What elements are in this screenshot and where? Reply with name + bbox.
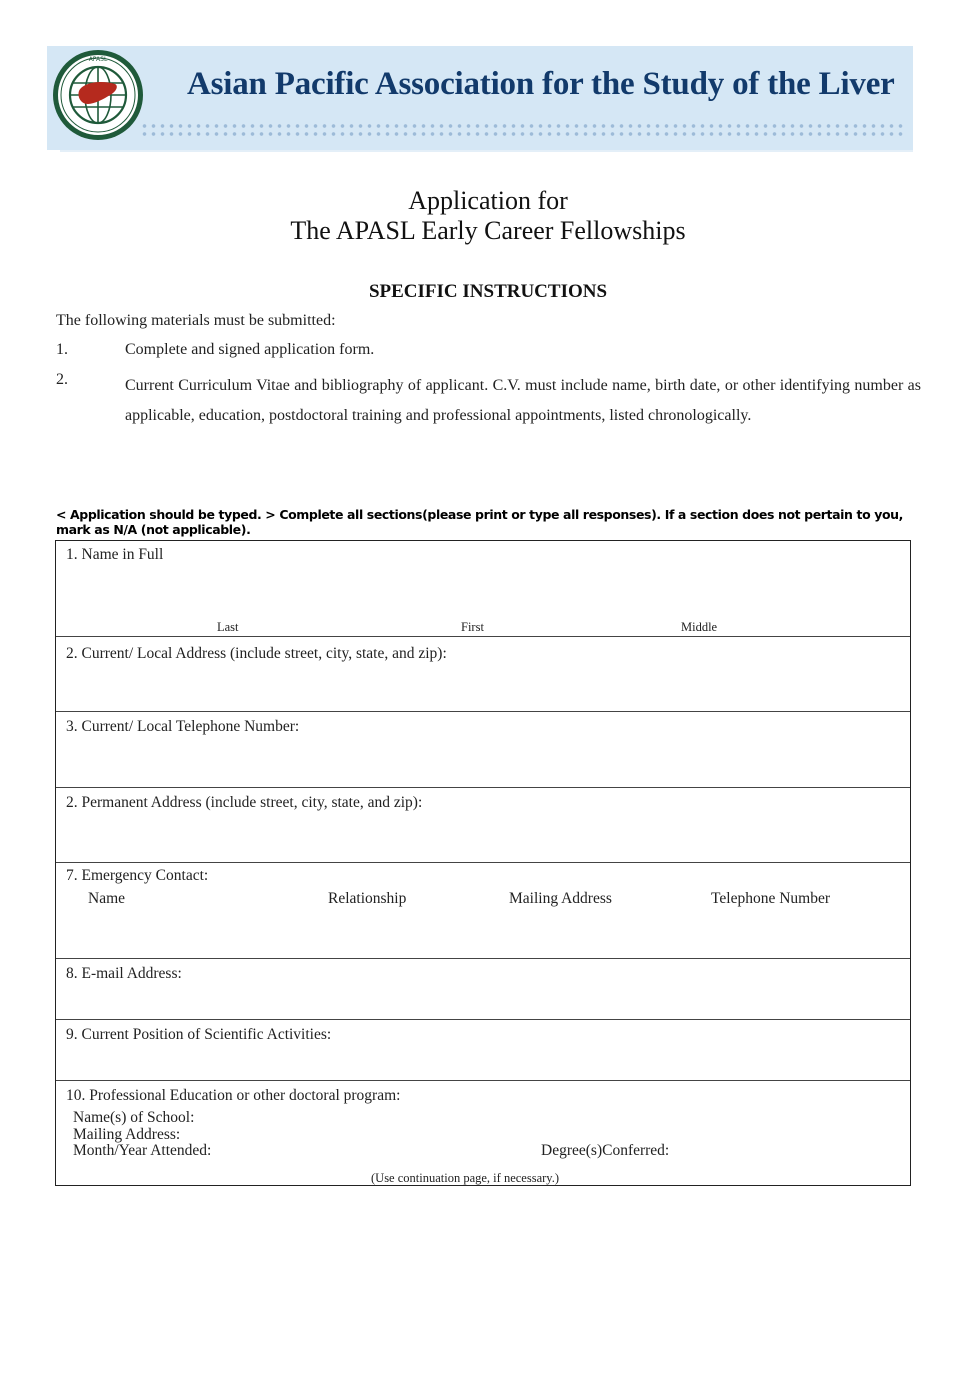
organization-name: Asian Pacific Association for the Study of the Liver	[187, 66, 895, 102]
logo-ring-text: APASL	[88, 56, 108, 63]
current-address-label: 2. Current/ Local Address (include street, city, state, and zip):	[66, 645, 447, 662]
emergency-telephone-column: Telephone Number	[711, 890, 830, 907]
typing-notice: < Application should be typed. > Complete all sections(please print or type all responses). If a section does not pertain to you, mark as N/A (not applicable).	[56, 507, 903, 537]
emergency-contact-row[interactable]	[56, 862, 910, 958]
instructions-intro: The following materials must be submitted:	[56, 312, 336, 329]
first-name-caption: First	[461, 620, 484, 634]
banner-dot-pattern	[140, 122, 906, 138]
middle-name-caption: Middle	[681, 620, 718, 634]
degrees-conferred-label: Degree(s)Conferred:	[541, 1142, 670, 1159]
instruction-number-2: 2.	[56, 371, 68, 388]
telephone-label: 3. Current/ Local Telephone Number:	[66, 718, 300, 735]
instructions-heading: SPECIFIC INSTRUCTIONS	[368, 281, 608, 302]
application-form	[55, 540, 911, 1186]
emergency-mailing-address-column: Mailing Address	[509, 890, 612, 907]
month-year-attended-label: Month/Year Attended:	[73, 1142, 212, 1159]
email-label: 8. E-mail Address:	[66, 965, 182, 982]
telephone-row[interactable]	[56, 711, 910, 787]
education-label: 10. Professional Education or other doctoral program:	[66, 1087, 401, 1104]
permanent-address-label: 2. Permanent Address (include street, city, state, and zip):	[66, 794, 423, 811]
instruction-item-2: Current Curriculum Vitae and bibliography of applicant. C.V. must include name, birth date, or other identifying number as applicable, education, postdoctoral training and professional appointments, listed chronologically.	[125, 377, 921, 424]
current-position-row[interactable]	[56, 1019, 910, 1080]
last-name-caption: Last	[217, 620, 239, 634]
application-title-line1: Application for	[408, 186, 568, 215]
school-name-label: Name(s) of School:	[73, 1109, 195, 1126]
name-field-row[interactable]	[56, 541, 910, 636]
emergency-name-column: Name	[88, 890, 126, 907]
application-title-line2: The APASL Early Career Fellowships	[290, 216, 686, 245]
current-position-label: 9. Current Position of Scientific Activities:	[66, 1026, 332, 1043]
instruction-number-1: 1.	[56, 341, 68, 358]
emergency-contact-label: 7. Emergency Contact:	[66, 867, 209, 884]
current-address-row[interactable]	[56, 636, 910, 711]
name-field-label: 1. Name in Full	[66, 546, 164, 563]
emergency-relationship-column: Relationship	[328, 890, 407, 907]
apasl-logo	[52, 49, 144, 141]
email-row[interactable]	[56, 958, 910, 1019]
permanent-address-row[interactable]	[56, 787, 910, 862]
education-row[interactable]	[56, 1080, 910, 1187]
instruction-item-1: Complete and signed application form.	[125, 341, 375, 358]
continuation-note: (Use continuation page, if necessary.)	[371, 1171, 560, 1185]
education-mailing-address-label: Mailing Address:	[73, 1126, 181, 1143]
